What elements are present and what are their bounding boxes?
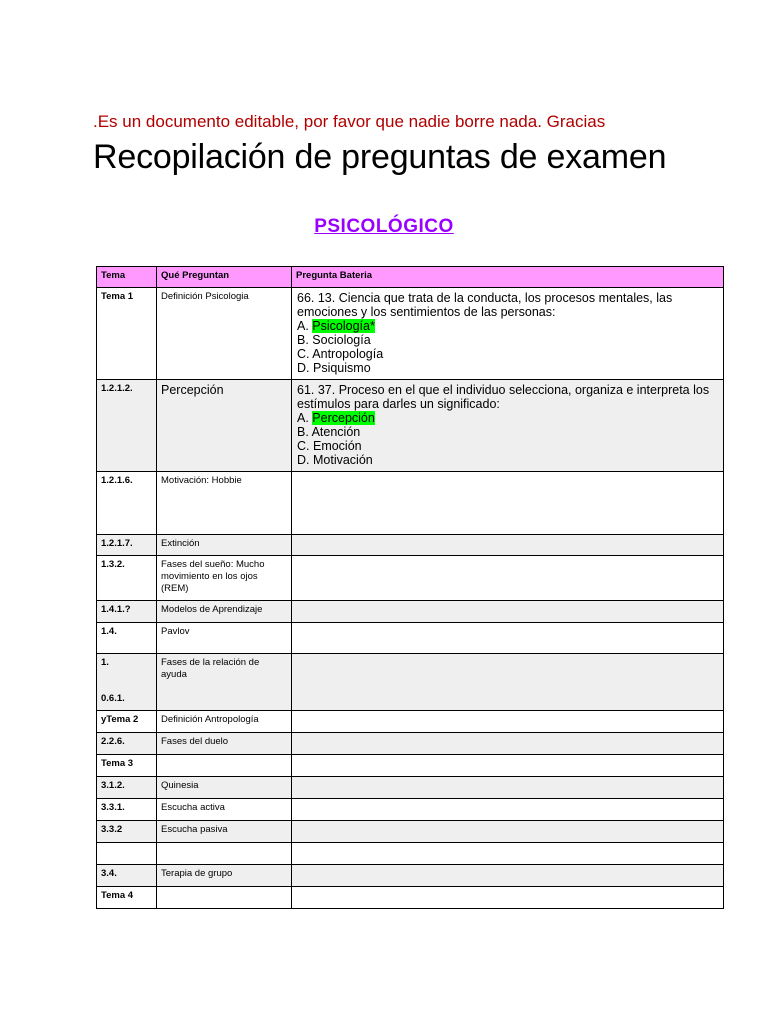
que-cell[interactable] [157,755,292,777]
question-cell[interactable] [292,865,724,887]
section-heading-link[interactable]: PSICOLÓGICO [314,216,454,237]
que-cell[interactable]: Percepción [157,380,292,472]
tema-cell[interactable]: 2.2.6. [97,733,157,755]
que-cell[interactable]: Fases de la relación de ayuda [157,654,292,711]
tema-cell[interactable] [97,654,157,711]
table-row [97,711,724,733]
que-cell[interactable] [157,843,292,865]
answer-option: C. Antropología [297,347,384,361]
table-row [97,556,724,601]
tema-cell[interactable]: 3.3.1. [97,799,157,821]
question-cell[interactable] [292,654,724,711]
table-row [97,472,724,535]
answer-option: B. Sociología [297,333,371,347]
tema-cell[interactable]: 3.3.2 [97,821,157,843]
answer-option: B. Atención [297,425,361,439]
table-row [97,755,724,777]
section-heading [0,216,768,238]
question-text: 61. 37. Proceso en el que el individuo selecciona, organiza e interpreta los estímulos para darles un significado: [297,383,710,411]
question-cell[interactable] [292,733,724,755]
question-cell[interactable] [292,288,724,380]
que-cell[interactable]: Modelos de Aprendizaje [157,601,292,623]
answer-option: D. Psiquismo [297,361,371,375]
header-tema: Tema [97,267,157,288]
question-cell[interactable] [292,843,724,865]
header-que-preguntan: Qué Preguntan [157,267,292,288]
table-header-row [97,267,724,288]
question-cell[interactable] [292,623,724,654]
question-cell[interactable] [292,380,724,472]
table-row [97,777,724,799]
questions-table [96,266,724,909]
table-row [97,623,724,654]
que-cell[interactable]: Escucha activa [157,799,292,821]
question-cell[interactable] [292,887,724,909]
tema-cell[interactable]: 1.3.2. [97,556,157,601]
tema-cell[interactable] [97,843,157,865]
table-row [97,799,724,821]
que-cell[interactable]: Motivación: Hobbie [157,472,292,535]
tema-cell[interactable]: 3.1.2. [97,777,157,799]
question-cell[interactable] [292,799,724,821]
tema-number: 1. [101,657,109,668]
question-cell[interactable] [292,556,724,601]
question-text: 66. 13. Ciencia que trata de la conducta, los procesos mentales, las emociones y los sentimientos de las personas: [297,291,673,319]
header-pregunta-bateria: Pregunta Bateria [292,267,724,288]
que-cell[interactable]: Terapia de grupo [157,865,292,887]
tema-cell[interactable]: Tema 3 [97,755,157,777]
document-title: Recopilación de preguntas de examen [93,138,667,176]
tema-subnumber: 0.6.1. [101,693,125,704]
que-cell[interactable]: Extinción [157,535,292,556]
tema-cell[interactable]: Tema 1 [97,288,157,380]
tema-cell[interactable]: 1.2.1.7. [97,535,157,556]
question-cell[interactable] [292,821,724,843]
edit-notice: .Es un documento editable, por favor que nadie borre nada. Gracias [93,112,606,131]
question-cell[interactable] [292,535,724,556]
tema-cell[interactable]: yTema 2 [97,711,157,733]
table-row [97,535,724,556]
question-cell[interactable] [292,601,724,623]
answer-option: A. Psicología* [297,319,375,333]
tema-cell[interactable]: 1.4. [97,623,157,654]
table-row [97,380,724,472]
question-cell[interactable] [292,755,724,777]
tema-cell[interactable]: 1.2.1.2. [97,380,157,472]
table-row [97,654,724,711]
table-row [97,865,724,887]
question-cell[interactable] [292,777,724,799]
que-cell[interactable]: Escucha pasiva [157,821,292,843]
table-row [97,733,724,755]
que-cell[interactable]: Definición Antropología [157,711,292,733]
table-row [97,601,724,623]
que-cell[interactable] [157,887,292,909]
que-cell[interactable]: Fases del duelo [157,733,292,755]
tema-cell[interactable]: 3.4. [97,865,157,887]
tema-cell[interactable]: 1.4.1.? [97,601,157,623]
question-cell[interactable] [292,711,724,733]
answer-option: D. Motivación [297,453,373,467]
table-row [97,843,724,865]
tema-cell[interactable]: 1.2.1.6. [97,472,157,535]
que-cell[interactable]: Quinesia [157,777,292,799]
table-row [97,821,724,843]
que-cell[interactable]: Definición Psicologia [157,288,292,380]
answer-option: C. Emoción [297,439,362,453]
table-row [97,288,724,380]
que-cell[interactable]: Pavlov [157,623,292,654]
correct-answer-highlight: Percepción [312,411,375,425]
correct-answer-highlight: Psicología* [312,319,375,333]
table-row [97,887,724,909]
question-cell[interactable] [292,472,724,535]
que-cell[interactable]: Fases del sueño: Mucho movimiento en los ojos (REM) [157,556,292,601]
answer-option: A. Percepción [297,411,375,425]
tema-cell[interactable]: Tema 4 [97,887,157,909]
